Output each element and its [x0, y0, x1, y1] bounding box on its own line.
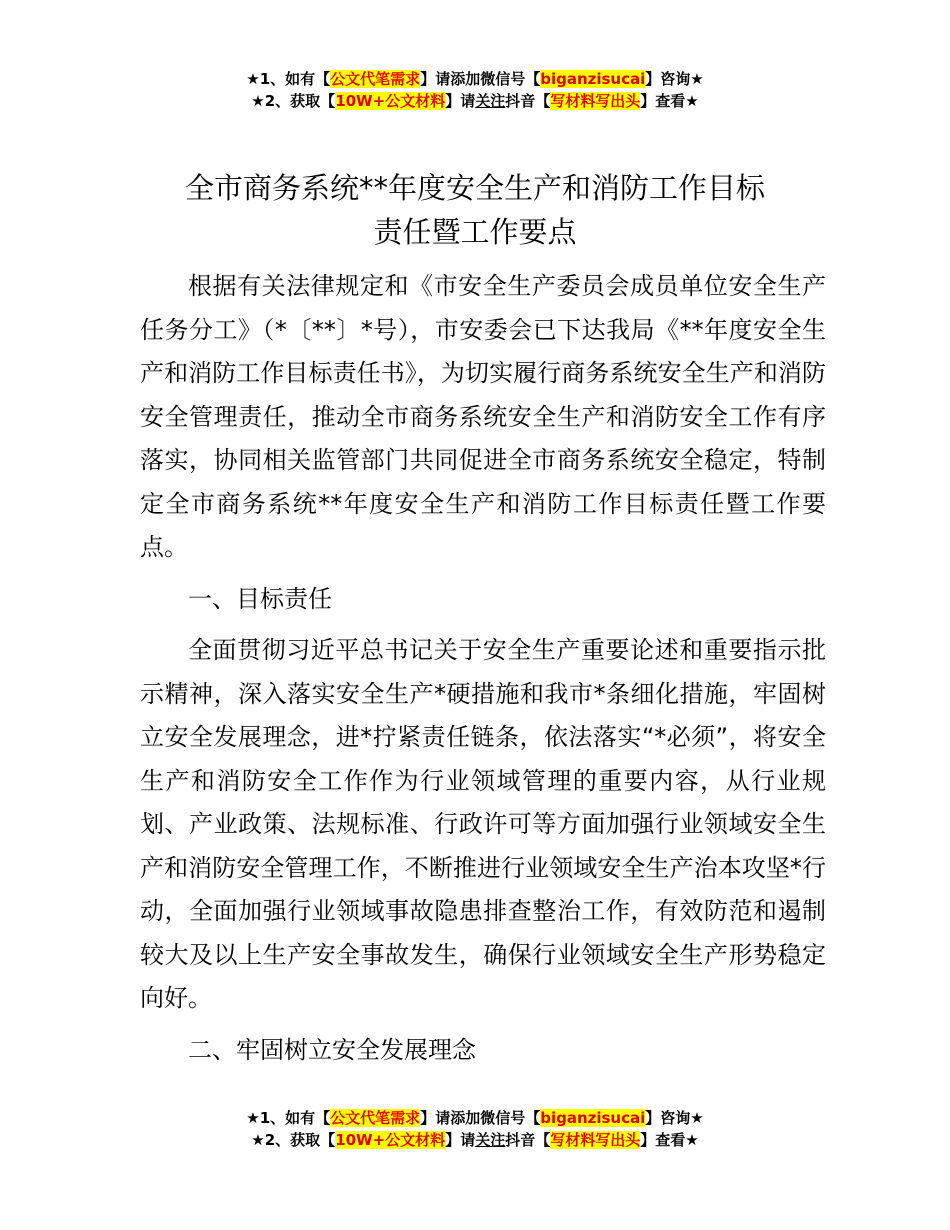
banner-text: 】请添加微信号【: [420, 70, 541, 88]
banner-line-1: [0, 1107, 950, 1129]
section-heading-2: 二、牢固树立安全发展理念: [188, 1035, 476, 1064]
banner-line-2: [0, 1129, 950, 1151]
spacer: [140, 1021, 826, 1029]
spacer: [140, 570, 826, 578]
banner-underline: 关注: [475, 1131, 506, 1149]
spacer: [140, 621, 826, 629]
banner-highlight-douyin: 写材料写出头: [550, 92, 641, 110]
banner-line-1: [0, 68, 950, 90]
banner-text: ★1、如有【: [246, 70, 331, 88]
banner-highlight-wechat-id: biganzisucai: [540, 1109, 646, 1127]
banner-text: ★2、获取【: [251, 92, 336, 110]
top-banner: [0, 68, 950, 112]
banner-text: 】咨询★: [645, 70, 704, 88]
bottom-banner: [0, 1107, 950, 1151]
banner-text: 】查看★: [640, 1131, 699, 1149]
banner-text: 】咨询★: [645, 1109, 704, 1127]
document-title: [0, 166, 950, 254]
section-heading-1: 一、目标责任: [188, 584, 332, 613]
title-line-1: 全市商务系统**年度安全生产和消防工作目标: [184, 171, 765, 205]
banner-highlight: 公文代笔需求: [330, 1109, 421, 1127]
banner-text: ★2、获取【: [251, 1131, 336, 1149]
banner-highlight: 10W+公文材料: [335, 92, 446, 110]
banner-highlight: 10W+公文材料: [335, 1131, 446, 1149]
banner-text: 】请添加微信号【: [420, 1109, 541, 1127]
banner-highlight: 公文代笔需求: [330, 70, 421, 88]
intro-paragraph: 根据有关法律规定和《市安全生产委员会成员单位安全生产任务分工》（*〔**〕*号），市安委会已下达我局《**年度安全生产和消防工作目标责任书》，为切实履行商务系统安全生产和消防安全管理责任，推动全市商务系统安全生产和消防安全工作有序落实，协同相关监管部门共同促进全市商务系统安全稳定，特制定全市商务系统**年度安全生产和消防工作目标责任暨工作要点。: [140, 272, 826, 561]
title-line-2: 责任暨工作要点: [373, 215, 577, 249]
banner-text: 抖音【: [505, 1131, 551, 1149]
banner-line-2: [0, 90, 950, 112]
document-body: [140, 265, 826, 1072]
section-1-paragraph: 全面贯彻习近平总书记关于安全生产重要论述和重要指示批示精神，深入落实安全生产*硬措施和我市*条细化措施，牢固树立安全发展理念，进*拧紧责任链条，依法落实“*必须”，将安全生产和消防安全工作作为行业领域管理的重要内容，从行业规划、产业政策、法规标准、行政许可等方面加强行业领域安全生产和消防安全管理工作，不断推进行业领域安全生产治本攻坚*行动，全面加强行业领域事故隐患排查整治工作，有效防范和遏制较大及以上生产安全事故发生，确保行业领域安全生产形势稳定向好。: [140, 636, 826, 1012]
banner-text: 】查看★: [640, 92, 699, 110]
banner-highlight-douyin: 写材料写出头: [550, 1131, 641, 1149]
banner-text: 】请: [445, 92, 476, 110]
banner-underline: 关注: [475, 92, 506, 110]
banner-text: 】请: [445, 1131, 476, 1149]
banner-highlight-wechat-id: biganzisucai: [540, 70, 646, 88]
banner-text: 抖音【: [505, 92, 551, 110]
banner-text: ★1、如有【: [246, 1109, 331, 1127]
